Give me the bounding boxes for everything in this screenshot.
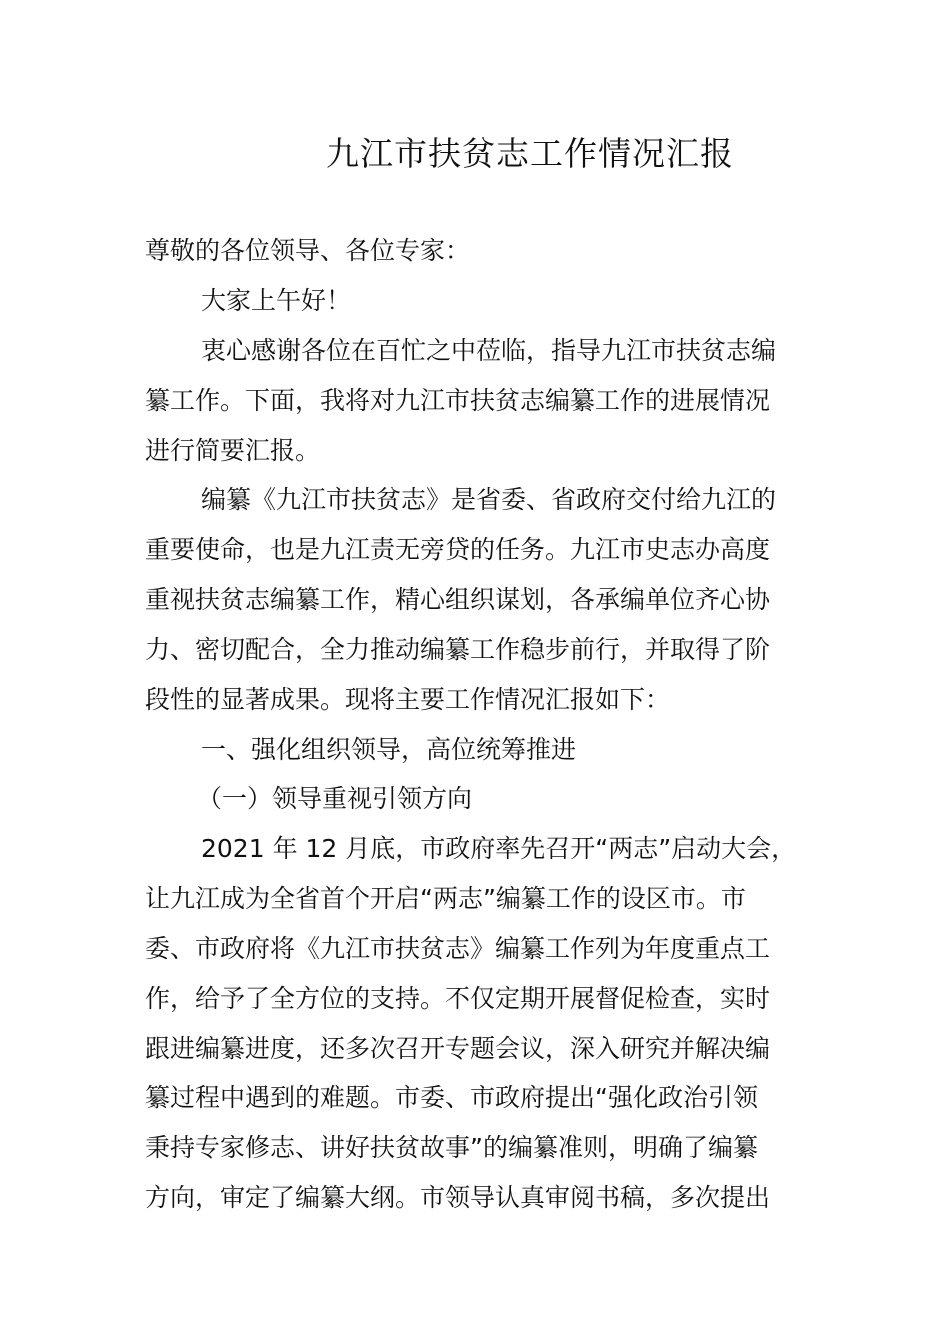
- paragraph-line: 作，给予了全方位的支持。不仅定期开展督促检查，实时: [145, 984, 771, 1013]
- paragraph-line: 段性的显著成果。现将主要工作情况汇报如下：: [145, 685, 671, 714]
- paragraph-line: 2021 年 12 月底，市政府率先召开“两志”启动大会，: [201, 834, 797, 863]
- paragraph-line: 跟进编纂进度，还多次召开专题会议，深入研究并解决编: [145, 1034, 771, 1063]
- paragraph-line: 重视扶贫志编纂工作，精心组织谋划，各承编单位齐心协: [145, 585, 771, 614]
- paragraph-line: 进行简要汇报。: [145, 436, 321, 465]
- subsection-heading: （一）领导重视引领方向: [197, 784, 473, 813]
- paragraph-line: 纂工作。下面，我将对九江市扶贫志编纂工作的进展情况: [145, 386, 771, 415]
- paragraph-line: 秉持专家修志、讲好扶贫故事”的编纂准则，明确了编纂: [145, 1133, 758, 1162]
- greeting: 大家上午好！: [201, 286, 352, 315]
- document-title: 九江市扶贫志工作情况汇报: [326, 134, 734, 173]
- paragraph-line: 纂过程中遇到的难题。市委、市政府提出“强化政治引领: [145, 1083, 758, 1112]
- salutation: 尊敬的各位领导、各位专家：: [145, 236, 471, 265]
- paragraph-line: 重要使命，也是九江责无旁贷的任务。九江市史志办高度: [145, 535, 771, 564]
- paragraph-line: 编纂《九江市扶贫志》是省委、省政府交付给九江的: [201, 485, 777, 514]
- paragraph-line: 力、密切配合，全力推动编纂工作稳步前行，并取得了阶: [145, 635, 771, 664]
- paragraph-line: 衷心感谢各位在百忙之中莅临，指导九江市扶贫志编: [201, 336, 777, 365]
- section-heading: 一、强化组织领导，高位统筹推进: [201, 735, 577, 764]
- paragraph-line: 让九江成为全省首个开启“两志”编纂工作的设区市。市: [145, 884, 746, 913]
- paragraph-line: 方向，审定了编纂大纲。市领导认真审阅书稿，多次提出: [145, 1183, 771, 1212]
- paragraph-line: 委、市政府将《九江市扶贫志》编纂工作列为年度重点工: [145, 934, 771, 963]
